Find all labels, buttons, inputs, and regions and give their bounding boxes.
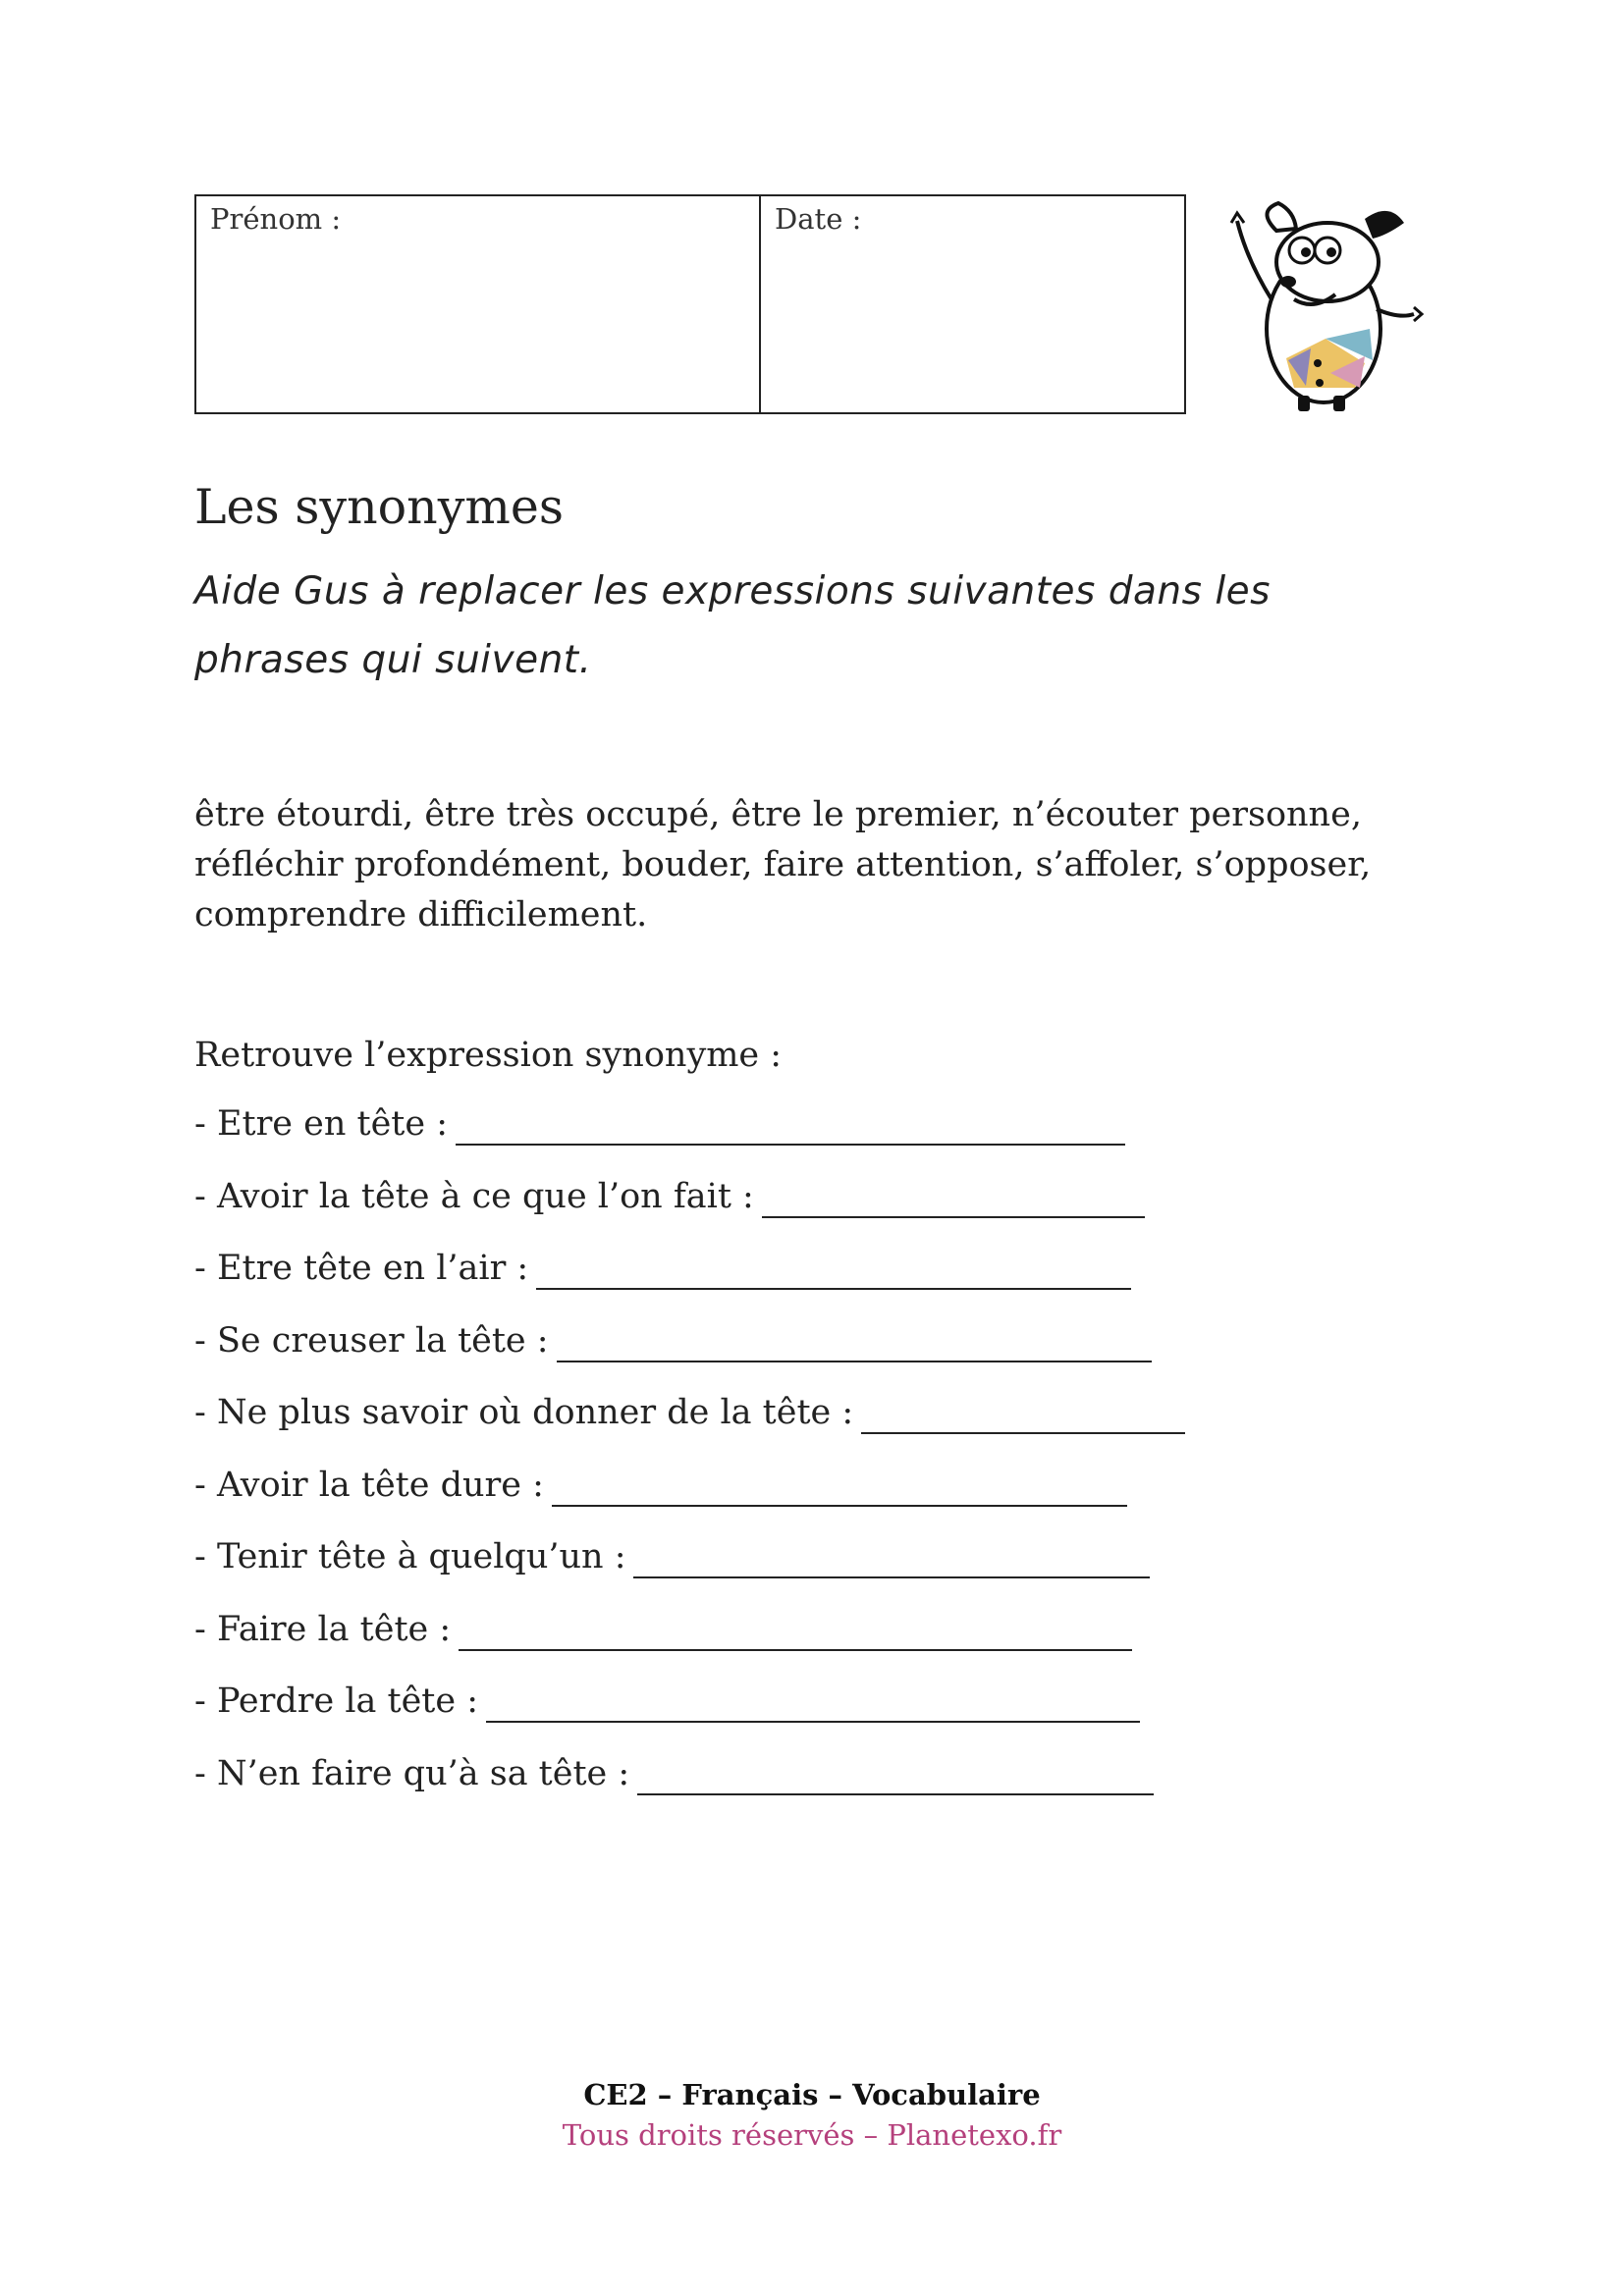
answer-line[interactable]: [762, 1177, 1145, 1218]
instruction-text: Aide Gus à replacer les expressions suivantes dans les phrases qui suivent.: [194, 569, 1271, 682]
item-label: - Etre en tête :: [194, 1104, 448, 1144]
page-title: Les synonymes: [194, 479, 564, 535]
exercise-item: [194, 1537, 1185, 1610]
item-label: - Faire la tête :: [194, 1609, 452, 1649]
exercise-item: [194, 1466, 1185, 1538]
item-label: - Etre tête en l’air :: [194, 1249, 529, 1288]
prenom-field[interactable]: [196, 196, 761, 412]
item-label: - Avoir la tête dure :: [194, 1465, 544, 1505]
answer-line[interactable]: [557, 1321, 1152, 1362]
expressions-list: être étourdi, être très occupé, être le premier, n’écouter personne, réfléchir profondément, bouder, faire attention, s’affoler, s’opposer, comprendre difficilement.: [194, 795, 1372, 934]
exercise-items: [194, 1104, 1185, 1826]
answer-line[interactable]: [637, 1754, 1154, 1795]
answer-line[interactable]: [456, 1104, 1125, 1146]
exercise-item: [194, 1249, 1185, 1321]
exercise-item: [194, 1610, 1185, 1682]
item-label: - Se creuser la tête :: [194, 1320, 549, 1361]
gus-mascot-icon: [1218, 191, 1429, 417]
date-label: Date :: [775, 202, 862, 236]
exercise-item: [194, 1754, 1185, 1827]
item-label: - Avoir la tête à ce que l’on fait :: [194, 1176, 754, 1216]
item-label: - N’en faire qu’à sa tête :: [194, 1753, 630, 1793]
exercise-item: [194, 1321, 1185, 1394]
footer-copyright: Tous droits réservés – Planetexo.fr: [562, 2118, 1062, 2152]
answer-line[interactable]: [552, 1466, 1127, 1507]
name-date-box: [194, 194, 1186, 414]
exercise-item: [194, 1682, 1185, 1754]
prenom-label: Prénom :: [210, 202, 342, 236]
item-label: - Perdre la tête :: [194, 1682, 479, 1721]
date-field[interactable]: [761, 196, 1184, 412]
answer-line[interactable]: [459, 1610, 1132, 1651]
answer-line[interactable]: [536, 1249, 1131, 1290]
item-label: - Tenir tête à quelqu’un :: [194, 1537, 626, 1576]
exercise-item: [194, 1104, 1185, 1177]
answer-line[interactable]: [486, 1682, 1140, 1723]
exercise-item: [194, 1393, 1185, 1466]
exercise-item: [194, 1177, 1185, 1250]
footer-subject: CE2 – Français – Vocabulaire: [583, 2078, 1041, 2111]
answer-line[interactable]: [633, 1537, 1150, 1578]
exercise-prompt: Retrouve l’expression synonyme :: [194, 1036, 783, 1075]
item-label: - Ne plus savoir où donner de la tête :: [194, 1393, 854, 1432]
answer-line[interactable]: [861, 1393, 1185, 1434]
